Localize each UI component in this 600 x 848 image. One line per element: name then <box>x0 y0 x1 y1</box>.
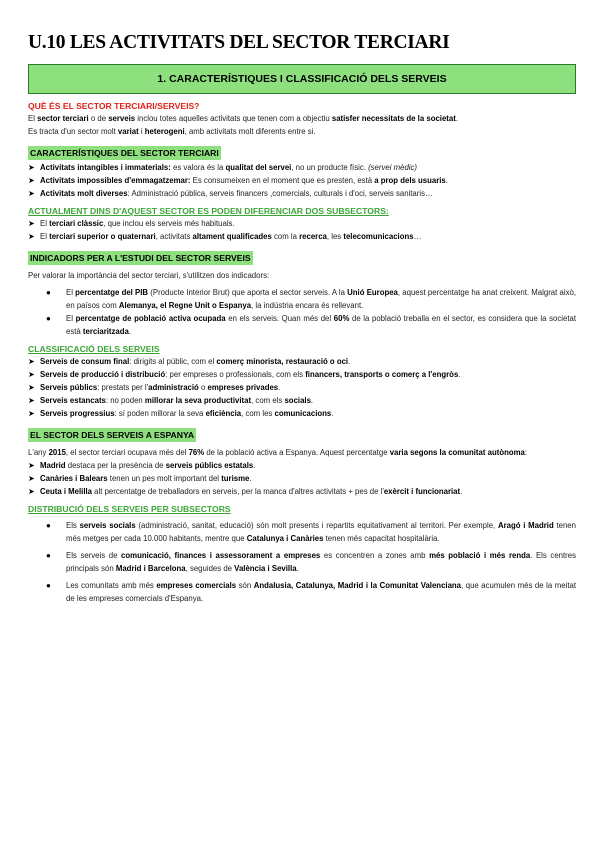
heading-characteristics: CARACTERÍSTIQUES DEL SECTOR TERCIARI <box>30 148 219 158</box>
bullet-icon: ● <box>46 551 51 560</box>
paragraph-indicators-intro: Per valorar la importància del sector terciari, s'utilitzen dos indicadors: <box>28 271 270 280</box>
arrow-icon: ➤ <box>28 189 35 198</box>
list-item: ➤ Serveis de consum final: dirigits al públic, com el comerç minorista, restauració o oci. <box>28 357 351 366</box>
heading-subsectors: ACTUALMENT DINS D'AQUEST SECTOR ES PODEN DIFERENCIAR DOS SUBSECTORS: <box>28 206 389 216</box>
heading-spain: EL SECTOR DELS SERVEIS A ESPANYA <box>30 430 195 440</box>
arrow-icon: ➤ <box>28 409 35 418</box>
list-item: ➤ Activitats molt diverses: Administració pública, serveis financers ,comercials, culturals i d'oci, serveis sanitaris… <box>28 189 433 198</box>
arrow-icon: ➤ <box>28 487 35 496</box>
arrow-icon: ➤ <box>28 176 35 185</box>
list-item: ● El percentatge del PIB (Producte Interior Brut) que aporta el sector serveis. A la Unió Europea, aquest percentatge ha anat creixent. Malgrat això, en països com Alemanya, el Regne Unit o Espanya, la indústria encara és rellevant. <box>46 288 576 310</box>
list-item: ➤ Activitats intangibles i immaterials: es valora és la qualitat del servei, no un producte físic. (servei mèdic) <box>28 163 418 172</box>
heading-what-is: QUÈ ÉS EL SECTOR TERCIARI/SERVEIS? <box>28 101 200 111</box>
list-item: ➤ Serveis de producció i distribució: per empreses o professionals, com els financers, transports o comerç a l'engròs. <box>28 370 461 379</box>
list-item: ➤ Ceuta i Melilla alt percentatge de treballadors en serveis, per la manca d'altres activitats + pes de l'exèrcit i funcionariat. <box>28 487 463 496</box>
arrow-icon: ➤ <box>28 396 35 405</box>
document-page <box>28 22 576 605</box>
list-item: ➤ El terciari clàssic, que inclou els serveis més habituals. <box>28 219 235 228</box>
list-item: ➤ Canàries i Balears tenen un pes molt important del turisme. <box>28 474 252 483</box>
arrow-icon: ➤ <box>28 163 35 172</box>
list-item: ➤ Activitats impossibles d'emmagatzemar: Es consumeixen en el moment que es presten, està a prop dels usuaris. <box>28 176 448 185</box>
list-item: ➤ Serveis estancats: no poden millorar la seva productivitat, com els socials. <box>28 396 314 405</box>
list-item: ● El percentatge de població activa ocupada en els serveis. Quan més del 60% de la població treballa en el sector, es considera que la societat està terciaritzada. <box>46 314 577 336</box>
arrow-icon: ➤ <box>28 219 35 228</box>
arrow-icon: ➤ <box>28 474 35 483</box>
arrow-icon: ➤ <box>28 383 35 392</box>
page-title: U.10 LES ACTIVITATS DEL SECTOR TERCIARI <box>28 32 450 53</box>
arrow-icon: ➤ <box>28 357 35 366</box>
list-item: ● Els serveis de comunicació, finances i assessorament a empreses es concentren a zones amb més població i més renda. Els centres principals són Madrid i Barcelona, seguides de València i Sevilla. <box>46 551 576 573</box>
arrow-icon: ➤ <box>28 370 35 379</box>
arrow-icon: ➤ <box>28 461 35 470</box>
list-item: ➤ Madrid destaca per la presència de serveis públics estatals. <box>28 461 256 470</box>
bullet-icon: ● <box>46 581 51 590</box>
bullet-icon: ● <box>46 288 51 297</box>
bullet-icon: ● <box>46 314 51 323</box>
heading-indicators: INDICADORS PER A L'ESTUDI DEL SECTOR SERVEIS <box>30 253 251 263</box>
section-banner <box>28 64 576 94</box>
heading-classification: CLASSIFICACIÓ DELS SERVEIS <box>28 344 160 354</box>
heading-distribution: DISTRIBUCIÓ DELS SERVEIS PER SUBSECTORS <box>28 504 231 514</box>
list-item: ● Les comunitats amb més empreses comercials són Andalusia, Catalunya, Madrid i la Comunitat Valenciana, que acumulen més de la meitat de les empreses comercials d'Espanya. <box>46 581 577 603</box>
paragraph-spain: L'any 2015, el sector terciari ocupava més del 76% de la població activa a Espanya. Aquest percentatge varia segons la comunitat autònoma: <box>28 448 528 457</box>
bullet-icon: ● <box>46 521 51 530</box>
list-item: ➤ Serveis públics: prestats per l'administració o empreses privades. <box>28 383 281 392</box>
section-banner-label: 1. CARACTERÍSTIQUES I CLASSIFICACIÓ DELS SERVEIS <box>157 73 447 85</box>
paragraph-definition: El sector terciari o de serveis inclou totes aquelles activitats que tenen com a objectiu satisfer necessitats de la societat. Es tracta d'un sector molt variat i heterogeni, amb activitats molt diferents entre si. <box>28 114 458 136</box>
list-item: ➤ Serveis progressius: sí poden millorar la seva eficiència, com les comunicacions. <box>28 409 334 418</box>
list-item: ● Els serveis socials (administració, sanitat, educació) són molt presents i repartits equitativament al territori. Per exemple, Aragó i Madrid tenen més metges per cada 10.000 habitants, mentre que Catalunya i Canàries tenen més capacitat hospitalària. <box>46 521 576 543</box>
arrow-icon: ➤ <box>28 232 35 241</box>
list-item: ➤ El terciari superior o quaternari, activitats altament qualificades com la recerca, les telecomunicacions… <box>28 232 422 241</box>
